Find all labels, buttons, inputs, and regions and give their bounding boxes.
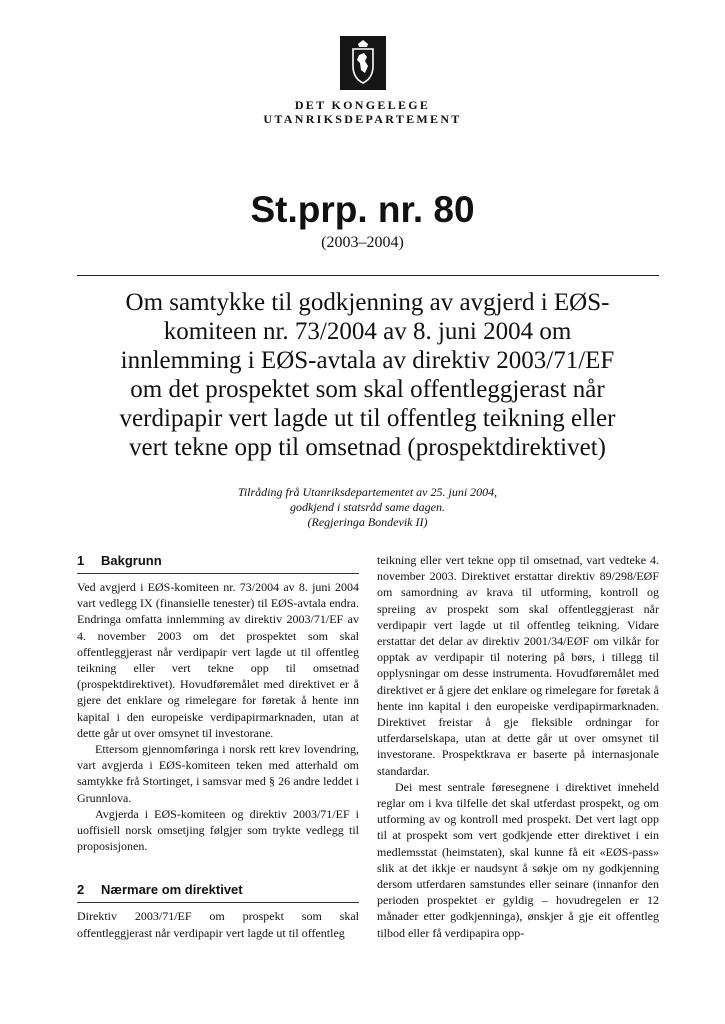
heading-line: Om samtykke til godkjenning av avgjerd i EØS- [125, 289, 610, 316]
ministry-line-1: DET KONGELEGE [294, 98, 431, 112]
right-column [377, 552, 659, 941]
paragraph: Ved avgjerd i EØS-komiteen nr. 73/2004 av 8. juni 2004 vart vedlegg IX (finansielle tenester) til EØS-avtala endra. Endringa omfatta innlemming av direktiv 2003/71/EF av 4. november 2003 om det prospektet som skal offentleggjerast når verdipapir vert lagde ut til offentleg teikning eller vert tekne opp til omsetnad (prospektdirektivet). Hovudføremålet med direktivet er å gjere det enklare og rimelegare for føretak å hente inn kapital i den europeiske verdipapirmarknaden, utan at dette går ut over omsynet til investorane. [77, 580, 359, 740]
section-heading-directive [77, 881, 359, 903]
title-divider [77, 275, 659, 276]
paragraph: Avgjerda i EØS-komiteen og direktiv 2003/71/EF i uoffisiell norsk omsetjing følgjer som trykte vedlegg til proposisjonen. [77, 806, 359, 854]
document-session: (2003–2004) [321, 234, 404, 251]
recommendation-line: (Regjeringa Bondevik II) [307, 515, 428, 529]
heading-line: komiteen nr. 73/2004 av 8. juni 2004 om [163, 318, 572, 345]
section-title: Bakgrunn [101, 553, 162, 568]
heading-line: vert tekne opp til omsetnad (prospektdirektivet) [129, 434, 606, 461]
ministry-line-2: UTANRIKSDEPARTEMENT [263, 112, 462, 126]
heading-line: om det prospektet som skal offentleggjerast når [130, 376, 605, 403]
main-heading [80, 288, 655, 462]
document-title: St.prp. nr. 80 [250, 189, 475, 230]
section-title: Nærmare om direktivet [101, 882, 243, 898]
recommendation-line: godkjend i statsråd same dagen. [290, 500, 445, 514]
heading-line: verdipapir vert lagde ut til offentleg teikning eller [119, 405, 616, 432]
coat-of-arms-icon [340, 36, 386, 90]
ministry-name [0, 98, 725, 126]
section-number: 1 [77, 553, 85, 568]
section-number: 2 [77, 882, 85, 898]
paragraph: Dei mest sentrale føresegnene i direktivet inneheld reglar om i kva tilfelle det skal utferdast prospekt, og om utforming av og kontroll med prospekt. Det vert lagt opp til at prospekt som vert godkjende etter direktivet i ein medlemsstat (heimstaten), skal kunne få eit «EØS-pass» slik at det ikkje er naudsynt å søkje om ny godkjenning dersom utferdaren samstundes eller seinare (innanfor den perioden prospektet er gyldig – hovudregelen er 12 månader etter godkjenninga), ønskjer å gje eit offentleg tilbod eller få verdipapira opp- [377, 779, 659, 940]
heading-line: innlemming i EØS-avtala av direktiv 2003/71/EF [120, 347, 615, 374]
header-logo [0, 36, 725, 126]
section-heading-background [77, 552, 359, 574]
paragraph: Direktiv 2003/71/EF om prospekt som skal offentleggjerast når verdipapir vert lagde ut til offentleg [77, 909, 359, 940]
recommendation-note [150, 485, 585, 530]
title-block [0, 190, 725, 252]
left-column [77, 552, 359, 941]
paragraph: Ettersom gjennomføringa i norsk rett krev lovendring, vart avgjerda i EØS-komiteen teken med atterhald om samtykke frå Stortinget, i samsvar med § 26 andre leddet i Grunnlova. [77, 742, 359, 805]
paragraph: teikning eller vert tekne opp til omsetnad, vart vedteke 4. november 2003. Direktivet erstattar direktiv 89/298/EØF om samordning av krava til utforming, kontroll og spreiing av prospekt som skal offentleggjerast når verdipapir vert lagde ut til offentleg teikning. Vidare erstattar det delar av direktiv 2001/34/EØF om vilkår for opptak av verdipapir til notering på børs, i tillegg til opplysningar om desse instrumenta. Hovudføremålet med direktivet er å gjere det enklare og rimelegare for føretak å hente inn kapital i den europeiske verdipapirmarknaden. Direktivet freistar å gje fleksible ordningar for utferdarselskapa, utan at dette går ut over omsynet til investorane. Prospektkrava er baserte på internasjonale standardar. [377, 553, 659, 778]
recommendation-line: Tilråding frå Utanriksdepartementet av 25. juni 2004, [237, 485, 498, 499]
